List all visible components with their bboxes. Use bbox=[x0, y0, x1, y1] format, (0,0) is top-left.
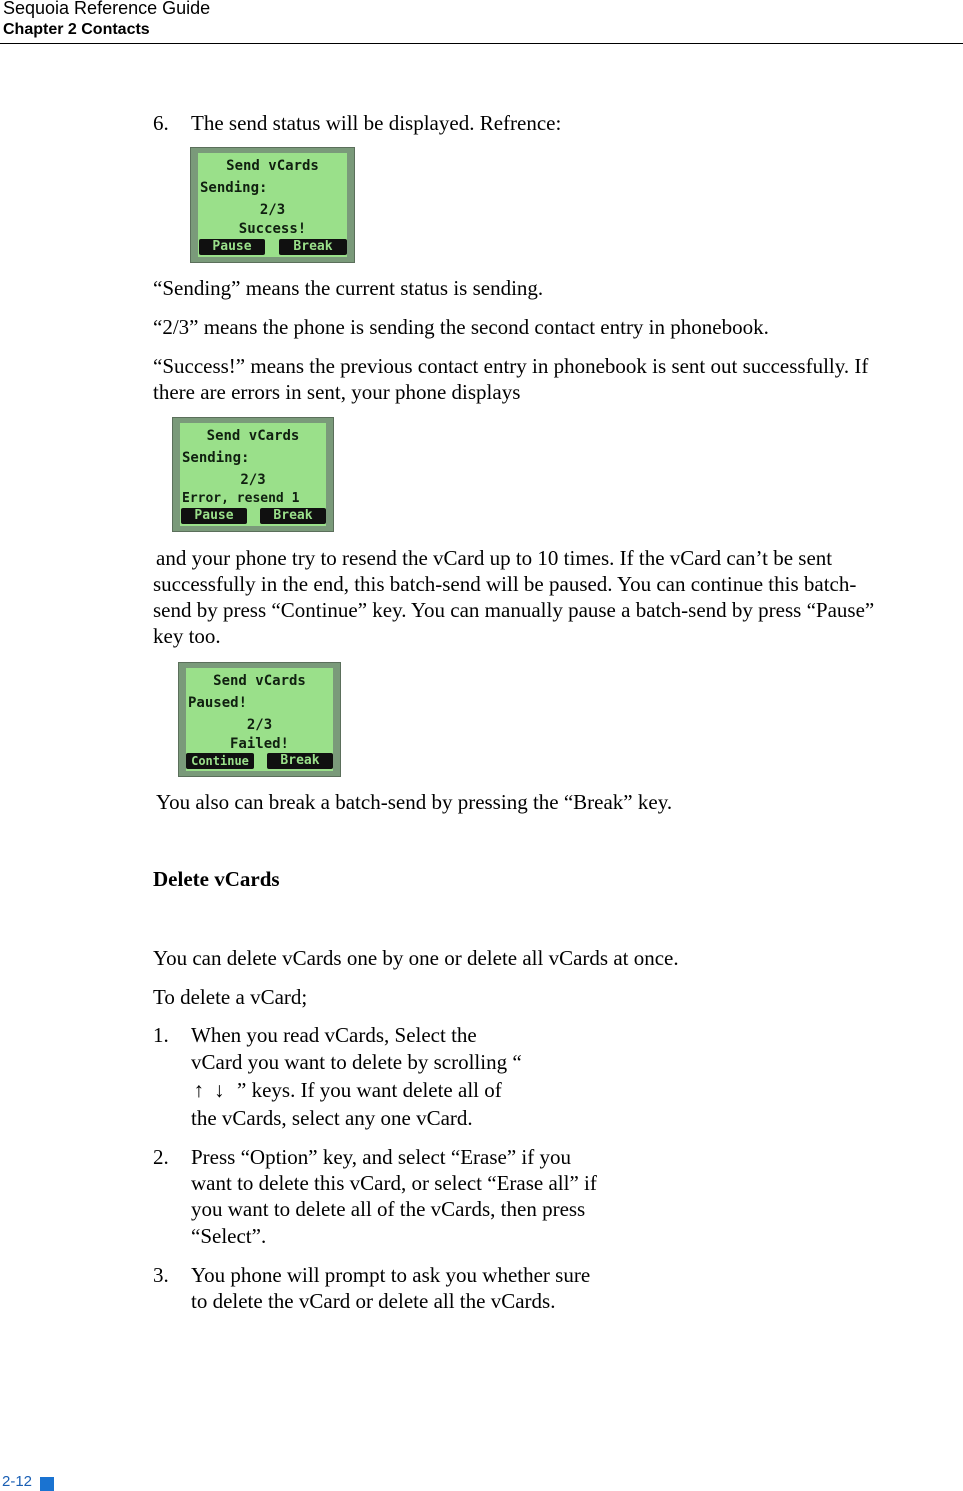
softkey-pause: Pause bbox=[199, 239, 265, 255]
screen-message: Failed! bbox=[229, 736, 289, 752]
step-1-line3-text: ” keys. If you want delete all of bbox=[237, 1078, 502, 1102]
screen-title: Send vCards bbox=[206, 428, 300, 444]
step-1-line1: When you read vCards, Select the bbox=[191, 1023, 477, 1047]
step-2-line1: Press “Option” key, and select “Erase” if you bbox=[191, 1145, 571, 1169]
screen-status: Sending: bbox=[182, 450, 250, 466]
running-header-chapter: Chapter 2 Contacts bbox=[3, 21, 150, 38]
phone-screen-paused bbox=[178, 662, 341, 777]
softkey-continue: Continue bbox=[186, 753, 254, 769]
resend-paragraph-line1: and your phone try to resend the vCard up to 10 times. If the vCard can’t be sent bbox=[156, 546, 833, 570]
step-2-number: 2. bbox=[153, 1145, 169, 1169]
lcd-display bbox=[186, 668, 333, 771]
screen-status: Sending: bbox=[200, 180, 268, 196]
screen-count: 2/3 bbox=[240, 472, 266, 488]
phone-screen-error bbox=[172, 417, 334, 532]
running-header-title: Sequoia Reference Guide bbox=[3, 0, 211, 18]
screen-count: 2/3 bbox=[246, 717, 273, 733]
sending-description: “Sending” means the current status is sending. bbox=[153, 276, 544, 300]
resend-paragraph-line3: send by press “Continue” key. You can manually pause a batch-send by press “Pause” bbox=[153, 598, 875, 622]
step-3-number: 3. bbox=[153, 1263, 169, 1287]
step-1-line2: vCard you want to delete by scrolling “ bbox=[191, 1050, 522, 1074]
up-down-arrow-icon: ↑↓ bbox=[193, 1078, 235, 1102]
section-heading: Delete vCards bbox=[153, 867, 280, 891]
footer-marker bbox=[40, 1477, 54, 1491]
step-2-line3: you want to delete all of the vCards, then press bbox=[191, 1197, 586, 1221]
screen-status: Paused! bbox=[188, 695, 248, 711]
softkey-break: Break bbox=[279, 239, 347, 255]
count-description: “2/3” means the phone is sending the second contact entry in phonebook. bbox=[153, 315, 769, 339]
header-divider bbox=[0, 43, 963, 44]
step-2-line2: want to delete this vCard, or select “Erase all” if bbox=[191, 1171, 597, 1195]
lcd-display bbox=[198, 153, 347, 257]
screen-title: Send vCards bbox=[213, 673, 306, 689]
step-1-number: 1. bbox=[153, 1023, 169, 1047]
lcd-display bbox=[180, 423, 326, 526]
step-3-line2: to delete the vCard or delete all the vCards. bbox=[191, 1289, 556, 1313]
screen-message: Success! bbox=[238, 221, 307, 237]
success-description-line1: “Success!” means the previous contact entry in phonebook is sent out successfully. If bbox=[153, 354, 869, 378]
step-3-line1: You phone will prompt to ask you whether sure bbox=[191, 1263, 591, 1287]
step-6-text: The send status will be displayed. Refrence: bbox=[191, 111, 562, 135]
resend-paragraph-line4: key too. bbox=[153, 624, 221, 648]
step-2-line4: “Select”. bbox=[191, 1224, 267, 1248]
softkey-pause: Pause bbox=[181, 508, 247, 524]
break-paragraph: You also can break a batch-send by pressing the “Break” key. bbox=[156, 790, 673, 814]
delete-intro: You can delete vCards one by one or delete all vCards at once. bbox=[153, 946, 679, 970]
success-description-line2: there are errors in sent, your phone displays bbox=[153, 380, 521, 404]
phone-screen-success bbox=[190, 147, 355, 263]
step-6-number: 6. bbox=[153, 111, 169, 135]
page-number: 2-12 bbox=[2, 1473, 33, 1490]
delete-lead: To delete a vCard; bbox=[153, 985, 308, 1009]
softkey-break: Break bbox=[267, 753, 333, 769]
resend-paragraph-line2: successfully in the end, this batch-send will be paused. You can continue this batch- bbox=[153, 572, 857, 596]
step-1-line3 bbox=[191, 1077, 502, 1103]
screen-message: Error, resend 1 bbox=[182, 491, 300, 506]
screen-title: Send vCards bbox=[226, 158, 319, 174]
softkey-break: Break bbox=[260, 508, 326, 524]
screen-count: 2/3 bbox=[259, 202, 286, 218]
step-1-line4: the vCards, select any one vCard. bbox=[191, 1106, 473, 1130]
